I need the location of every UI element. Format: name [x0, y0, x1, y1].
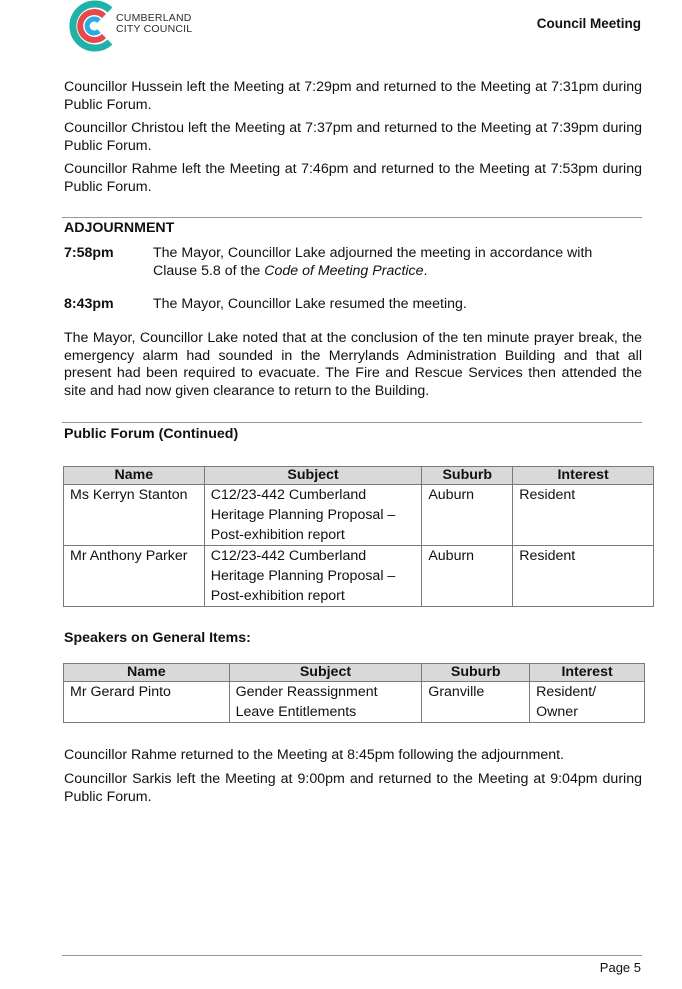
paragraph-hussein: Councillor Hussein left the Meeting at 7:29pm and returned to the Meeting at 7:31pm during Public Forum. — [64, 79, 642, 113]
table-row — [64, 546, 654, 607]
speaker-suburb: Auburn — [422, 546, 513, 607]
speaker-name: Mr Gerard Pinto — [64, 682, 230, 723]
column-header: Interest — [513, 467, 654, 485]
general-items-heading: Speakers on General Items: — [64, 630, 251, 646]
adjournment-heading: ADJOURNMENT — [64, 220, 175, 236]
document-title: Council Meeting — [536, 16, 641, 31]
section-divider — [62, 217, 642, 218]
council-logo-icon — [66, 0, 116, 52]
column-header: Name — [64, 467, 205, 485]
speaker-subject: C12/23-442 Cumberland Heritage Planning Proposal – Post-exhibition report — [204, 546, 422, 607]
footer-divider — [62, 955, 642, 956]
paragraph-rahme: Councillor Rahme left the Meeting at 7:46pm and returned to the Meeting at 7:53pm during Public Forum. — [64, 161, 642, 195]
speaker-subject: C12/23-442 Cumberland Heritage Planning Proposal – Post-exhibition report — [204, 485, 422, 546]
paragraph-rahme-return: Councillor Rahme returned to the Meeting at 8:45pm following the adjournment. — [64, 747, 564, 763]
paragraph-sarkis: Councillor Sarkis left the Meeting at 9:00pm and returned to the Meeting at 9:04pm during Public Forum. — [64, 771, 642, 805]
org-name-line1: CUMBERLAND — [116, 12, 192, 24]
column-header: Suburb — [422, 664, 530, 682]
speaker-subject: Gender Reassignment Leave Entitlements — [229, 682, 422, 723]
speaker-name: Ms Kerryn Stanton — [64, 485, 205, 546]
column-header: Name — [64, 664, 230, 682]
column-header: Suburb — [422, 467, 513, 485]
adjournment-text-b: . — [423, 262, 428, 279]
evacuation-note: The Mayor, Councillor Lake noted that at the conclusion of the ten minute prayer break, the emergency alarm had sounded in the Merrylands Administration Building and that all present had been required to evacuate. The Fire and Rescue Services then attended the site and had now given clearance to return to the Building. — [64, 330, 642, 399]
public-forum-table — [63, 466, 654, 607]
code-of-meeting-practice: Code of Meeting Practice — [264, 262, 424, 279]
speaker-interest: Resident — [513, 546, 654, 607]
table-row — [64, 682, 645, 723]
table-header-row — [64, 664, 645, 682]
org-name-line2: CITY COUNCIL — [116, 23, 193, 35]
table-header-row — [64, 467, 654, 485]
adjournment-time: 7:58pm — [64, 245, 114, 261]
resume-text: The Mayor, Councillor Lake resumed the meeting. — [153, 296, 467, 312]
table-row — [64, 485, 654, 546]
speaker-suburb: Auburn — [422, 485, 513, 546]
adjournment-text-a: The Mayor, Councillor Lake adjourned the meeting in accordance with Clause 5.8 of the — [153, 245, 593, 279]
section-divider — [62, 422, 642, 423]
paragraph-christou: Councillor Christou left the Meeting at 7:37pm and returned to the Meeting at 7:39pm during Public Forum. — [64, 120, 642, 154]
column-header: Subject — [204, 467, 422, 485]
adjournment-text — [153, 245, 633, 280]
speaker-interest: Resident/ Owner — [530, 682, 645, 723]
speaker-interest: Resident — [513, 485, 654, 546]
page-number: Page 5 — [599, 960, 641, 975]
speaker-name: Mr Anthony Parker — [64, 546, 205, 607]
column-header: Interest — [530, 664, 645, 682]
speaker-suburb: Granville — [422, 682, 530, 723]
public-forum-heading: Public Forum (Continued) — [64, 426, 239, 442]
org-name — [116, 13, 192, 35]
general-items-table — [63, 663, 645, 723]
resume-time: 8:43pm — [64, 296, 114, 312]
column-header: Subject — [229, 664, 422, 682]
